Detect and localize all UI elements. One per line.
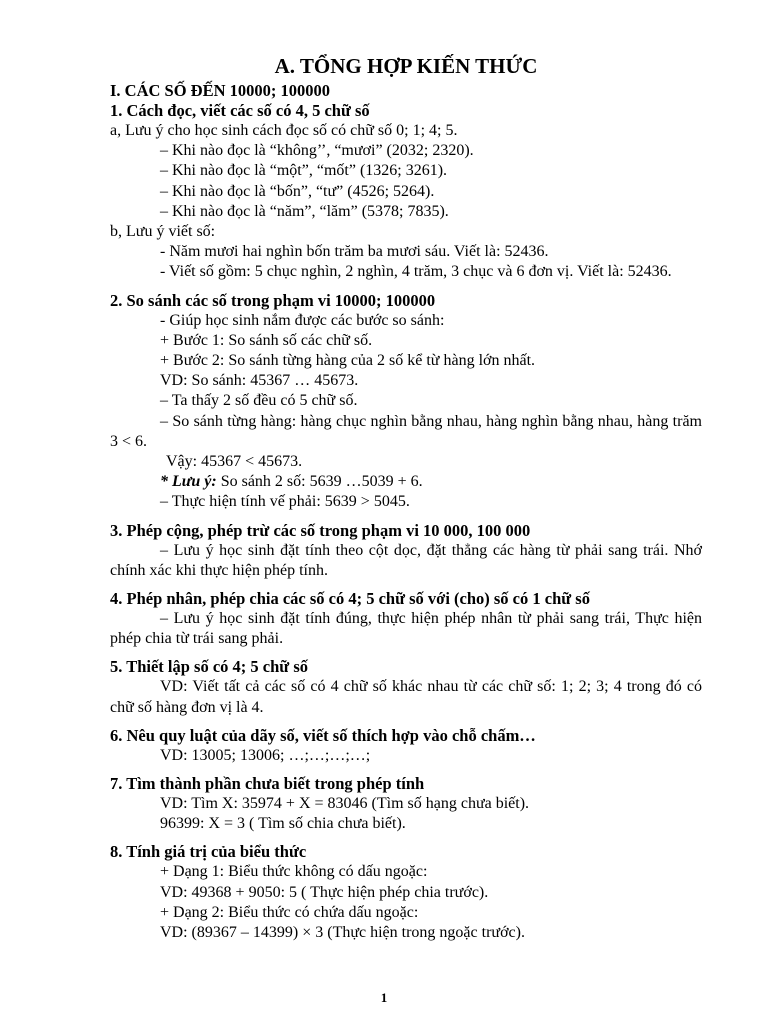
- text-line: Vậy: 45367 < 45673.: [166, 453, 303, 471]
- text-line: 96399: X = 3 ( Tìm số chia chưa biết).: [160, 815, 406, 833]
- text-paragraph: – Lưu ý học sinh đặt tính đúng, thực hiện phép nhân từ phải sang trái, Thực hiện phép chia từ trái sang phải.: [110, 610, 702, 648]
- text-line: b, Lưu ý viết số:: [110, 223, 216, 241]
- note-label: * Lưu ý:: [160, 473, 217, 491]
- text-line: + Bước 2: So sánh từng hàng của 2 số kể từ hàng lớn nhất.: [160, 352, 536, 370]
- document-page: [110, 52, 702, 943]
- text-paragraph: – So sánh từng hàng: hàng chục nghìn bằng nhau, hàng nghìn bằng nhau, hàng trăm 3 < 6.: [110, 412, 702, 450]
- note-text: So sánh 2 số: 5639 …5039 + 6.: [216, 473, 423, 491]
- section-heading-8: 8. Tính giá trị của biểu thức: [110, 842, 307, 862]
- note-line: [110, 472, 702, 492]
- text-line: + Bước 1: So sánh số các chữ số.: [160, 331, 373, 349]
- section-heading-4: 4. Phép nhân, phép chia các số có 4; 5 chữ số với (cho) số có 1 chữ số: [110, 589, 590, 609]
- text-line: – Khi nào đọc là “năm”, “lăm” (5378; 7835).: [160, 202, 449, 220]
- text-line: VD: Tìm X: 35974 + X = 83046 (Tìm số hạng chưa biết).: [160, 795, 530, 813]
- text-line: – Ta thấy 2 số đều có 5 chữ số.: [160, 392, 358, 410]
- section-heading-7: 7. Tìm thành phần chưa biết trong phép tính: [110, 774, 425, 794]
- text-line: – Khi nào đọc là “không’’, “mươi” (2032; 2320).: [160, 142, 474, 160]
- section-heading-2: 2. So sánh các số trong phạm vi 10000; 100000: [110, 290, 436, 310]
- section-heading-3: 3. Phép cộng, phép trừ các số trong phạm vi 10 000, 100 000: [110, 520, 531, 540]
- section-heading-6: 6. Nêu quy luật của dãy số, viết số thích hợp vào chỗ chấm…: [110, 725, 536, 745]
- text-paragraph: VD: Viết tất cả các số có 4 chữ số khác nhau từ các chữ số: 1; 2; 3; 4 trong đó có chữ số hàng đơn vị là 4.: [110, 678, 702, 716]
- text-line: VD: 13005; 13006; …;…;…;…;: [160, 746, 371, 764]
- text-line: – Khi nào đọc là “một”, “mốt” (1326; 3261).: [160, 162, 448, 180]
- section-heading-5: 5. Thiết lập số có 4; 5 chữ số: [110, 657, 308, 677]
- text-paragraph: - Viết số gồm: 5 chục nghìn, 2 nghìn, 4 trăm, 3 chục và 6 đơn vị. Viết là: 52436.: [160, 263, 672, 281]
- page-number: 1: [380, 990, 388, 1005]
- text-line: a, Lưu ý cho học sinh cách đọc số có chữ số 0; 1; 4; 5.: [110, 122, 458, 139]
- part-heading: I. CÁC SỐ ĐẾN 10000; 100000: [110, 81, 331, 100]
- text-line: - Giúp học sinh nắm được các bước so sánh:: [160, 311, 445, 329]
- text-line: VD: So sánh: 45367 … 45673.: [160, 372, 359, 390]
- section-heading-1: 1. Cách đọc, viết các số có 4, 5 chữ số: [110, 101, 370, 120]
- text-paragraph: – Lưu ý học sinh đặt tính theo cột dọc, đặt thẳng các hàng từ phải sang trái. Nhớ chính xác khi thực hiện phép tính.: [110, 541, 702, 579]
- page-title: A. TỔNG HỢP KIẾN THỨC: [274, 54, 538, 78]
- text-line: VD: (89367 – 14399) × 3 (Thực hiện trong ngoặc trước).: [160, 924, 525, 942]
- text-line: + Dạng 1: Biểu thức không có dấu ngoặc:: [160, 863, 428, 881]
- text-line: – Khi nào đọc là “bốn”, “tư” (4526; 5264).: [160, 182, 435, 200]
- text-line: VD: 49368 + 9050: 5 ( Thực hiện phép chia trước).: [160, 883, 489, 901]
- text-line: – Thực hiện tính vế phải: 5639 > 5045.: [160, 493, 410, 511]
- text-line: + Dạng 2: Biểu thức có chứa dấu ngoặc:: [160, 903, 419, 921]
- text-line: - Năm mươi hai nghìn bốn trăm ba mươi sáu. Viết là: 52436.: [160, 243, 549, 261]
